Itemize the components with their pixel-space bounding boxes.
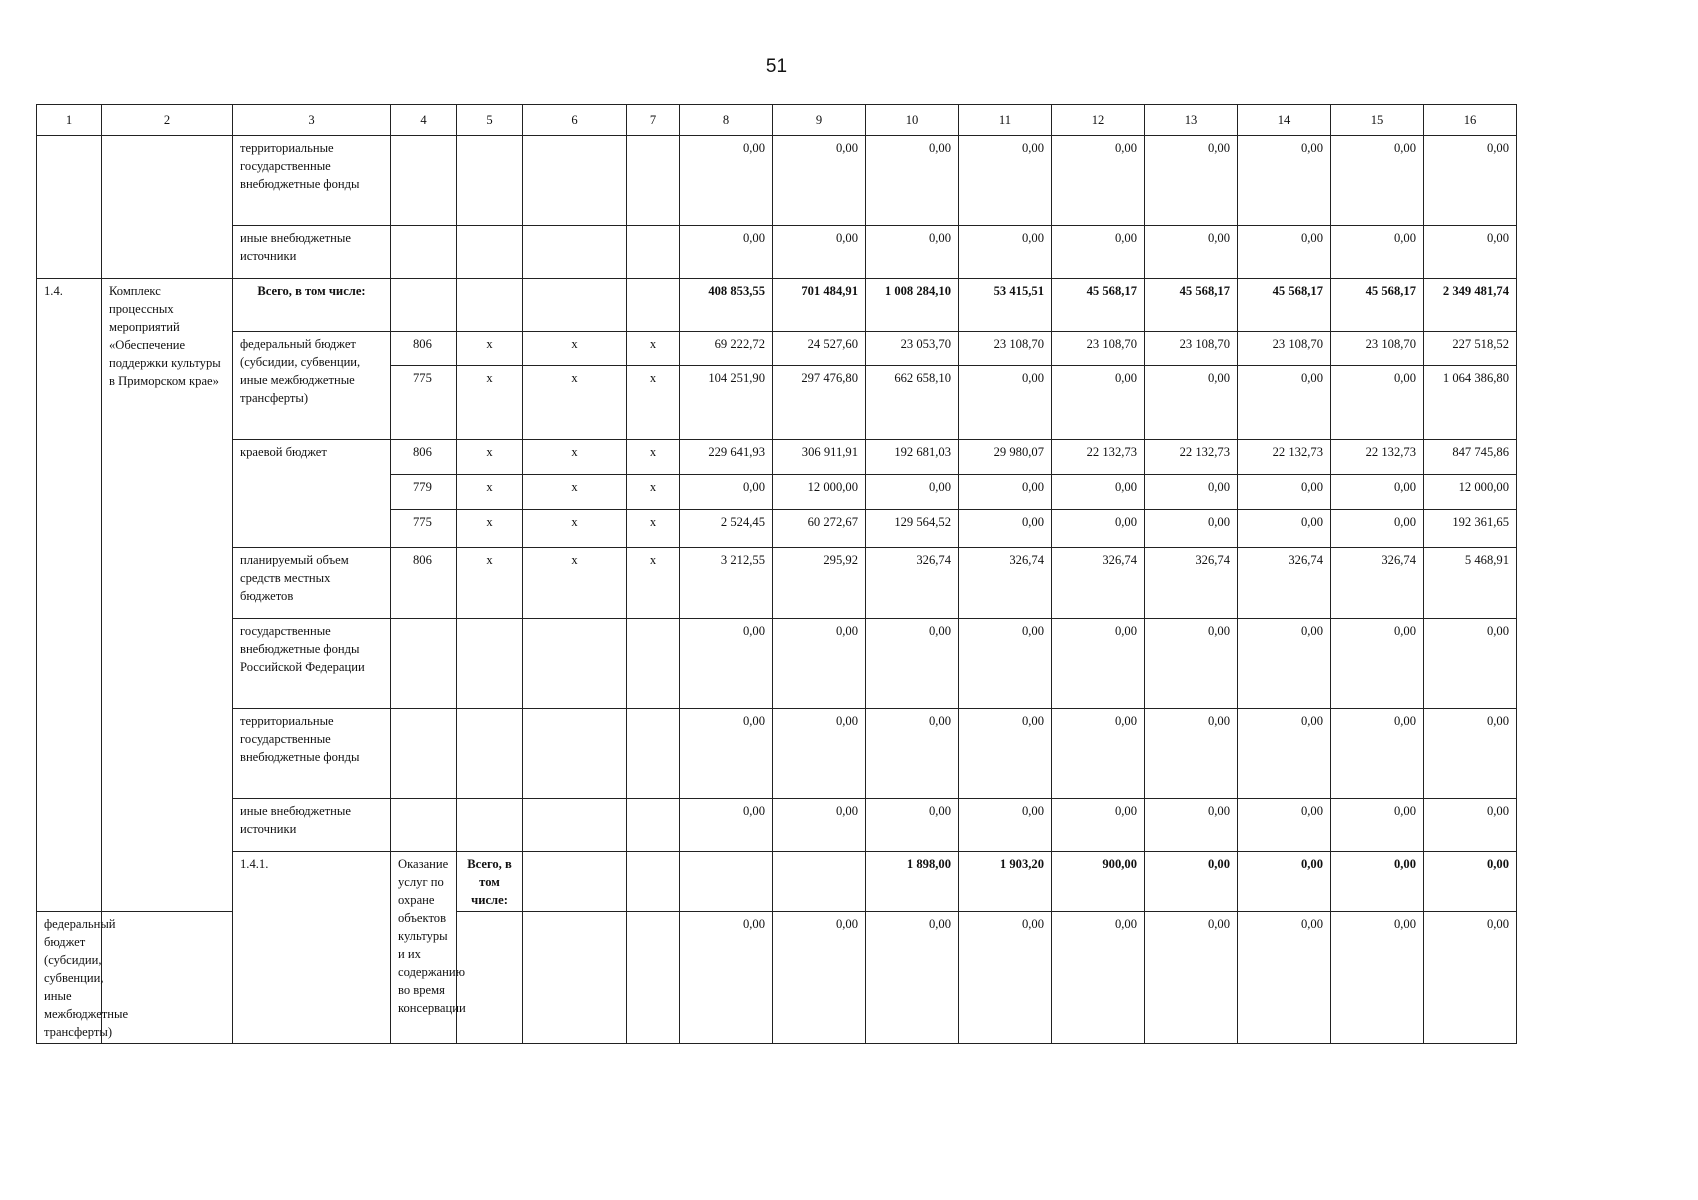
amount-cell: 12 000,00	[773, 475, 866, 510]
amount-cell: 22 132,73	[1145, 440, 1238, 475]
amount-cell: 0,00	[866, 912, 959, 1044]
empty-cell	[457, 709, 523, 799]
amount-cell: 0,00	[866, 226, 959, 279]
amount-cell: 0,00	[1052, 709, 1145, 799]
amount-cell: 0,00	[1238, 475, 1331, 510]
amount-cell: 0,00	[1145, 226, 1238, 279]
amount-cell: 0,00	[1331, 510, 1424, 548]
code-cell: х	[523, 475, 627, 510]
amount-cell: 0,00	[959, 366, 1052, 440]
code-cell: 806	[391, 548, 457, 619]
amount-cell: 0,00	[773, 912, 866, 1044]
column-header: 3	[233, 105, 391, 136]
amount-cell: 0,00	[1424, 226, 1517, 279]
amount-cell: 0,00	[1052, 475, 1145, 510]
code-cell: 775	[391, 366, 457, 440]
empty-cell	[391, 619, 457, 709]
empty-cell	[37, 136, 102, 279]
empty-cell	[457, 799, 523, 852]
amount-cell: 0,00	[866, 709, 959, 799]
total-label: Всего, в том числе:	[457, 852, 523, 912]
amount-cell: 0,00	[959, 799, 1052, 852]
amount-cell: 2 349 481,74	[1424, 279, 1517, 332]
amount-cell: 1 903,20	[959, 852, 1052, 912]
amount-cell: 0,00	[680, 226, 773, 279]
empty-cell	[457, 136, 523, 226]
table-row	[37, 440, 1517, 475]
amount-cell: 45 568,17	[1331, 279, 1424, 332]
amount-cell: 0,00	[1052, 912, 1145, 1044]
empty-cell	[523, 852, 627, 912]
amount-cell: 326,74	[959, 548, 1052, 619]
empty-cell	[391, 799, 457, 852]
amount-cell: 1 898,00	[866, 852, 959, 912]
amount-cell: 5 468,91	[1424, 548, 1517, 619]
empty-cell	[523, 912, 627, 1044]
table-row	[37, 799, 1517, 852]
source-label: федеральный бюджет (субсидии, субвенции, иные межбюджетные трансферты)	[37, 912, 102, 1044]
column-header: 6	[523, 105, 627, 136]
code-cell: х	[523, 366, 627, 440]
amount-cell: 0,00	[1145, 912, 1238, 1044]
source-label: территориальные государственные внебюджетные фонды	[233, 136, 391, 226]
table-row	[37, 548, 1517, 619]
amount-cell: 0,00	[1238, 852, 1331, 912]
amount-cell: 23 108,70	[1052, 332, 1145, 366]
empty-cell	[627, 852, 680, 912]
amount-cell: 408 853,55	[680, 279, 773, 332]
code-cell: х	[523, 510, 627, 548]
code-cell: х	[627, 440, 680, 475]
amount-cell: 0,00	[866, 475, 959, 510]
amount-cell: 0,00	[959, 619, 1052, 709]
amount-cell: 0,00	[1238, 709, 1331, 799]
amount-cell: 0,00	[1331, 852, 1424, 912]
column-header: 10	[866, 105, 959, 136]
amount-cell: 0,00	[773, 619, 866, 709]
amount-cell: 0,00	[680, 619, 773, 709]
amount-cell: 0,00	[1331, 475, 1424, 510]
amount-cell: 53 415,51	[959, 279, 1052, 332]
amount-cell: 0,00	[1052, 619, 1145, 709]
code-cell: х	[523, 440, 627, 475]
amount-cell: 0,00	[1331, 912, 1424, 1044]
group-total-row	[37, 279, 1517, 332]
column-header: 14	[1238, 105, 1331, 136]
empty-cell	[457, 226, 523, 279]
amount-cell: 1 008 284,10	[866, 279, 959, 332]
empty-cell	[627, 226, 680, 279]
amount-cell: 0,00	[959, 226, 1052, 279]
measure-name: Оказание услуг по охране объектов культуры и их содержанию во время консервации	[391, 852, 457, 1044]
column-header: 4	[391, 105, 457, 136]
column-header: 8	[680, 105, 773, 136]
empty-cell	[391, 279, 457, 332]
total-label: Всего, в том числе:	[233, 279, 391, 332]
amount-cell: 326,74	[866, 548, 959, 619]
source-label: территориальные государственные внебюджетные фонды	[233, 709, 391, 799]
code-cell: х	[457, 510, 523, 548]
amount-cell: 0,00	[1424, 912, 1517, 1044]
amount-cell: 45 568,17	[1145, 279, 1238, 332]
group-total-row	[37, 852, 1517, 912]
amount-cell: 0,00	[1052, 510, 1145, 548]
amount-cell: 0,00	[1145, 799, 1238, 852]
code-cell: х	[457, 475, 523, 510]
empty-cell	[523, 799, 627, 852]
source-label: иные внебюджетные источники	[233, 799, 391, 852]
budget-table	[36, 104, 1517, 1044]
amount-cell: 0,00	[1424, 852, 1517, 912]
amount-cell: 0,00	[1238, 799, 1331, 852]
empty-cell	[457, 912, 523, 1044]
empty-cell	[523, 279, 627, 332]
empty-cell	[391, 136, 457, 226]
column-header: 11	[959, 105, 1052, 136]
source-label: иные внебюджетные источники	[233, 226, 391, 279]
header-row	[37, 105, 1517, 136]
amount-cell: 0,00	[1145, 709, 1238, 799]
amount-cell: 23 108,70	[1331, 332, 1424, 366]
amount-cell: 295,92	[773, 548, 866, 619]
amount-cell: 0,00	[1238, 510, 1331, 548]
amount-cell: 0,00	[1052, 136, 1145, 226]
amount-cell: 326,74	[1145, 548, 1238, 619]
amount-cell: 192 681,03	[866, 440, 959, 475]
empty-cell	[457, 619, 523, 709]
amount-cell: 69 222,72	[680, 332, 773, 366]
empty-cell	[457, 279, 523, 332]
amount-cell: 297 476,80	[773, 366, 866, 440]
column-header: 7	[627, 105, 680, 136]
source-label: планируемый объем средств местных бюджетов	[233, 548, 391, 619]
code-cell: 775	[391, 510, 457, 548]
empty-cell	[102, 912, 233, 1044]
empty-cell	[523, 619, 627, 709]
amount-cell: 29 980,07	[959, 440, 1052, 475]
amount-cell: 3 212,55	[680, 548, 773, 619]
empty-cell	[627, 619, 680, 709]
amount-cell: 0,00	[1238, 136, 1331, 226]
code-cell: х	[523, 332, 627, 366]
column-header: 15	[1331, 105, 1424, 136]
empty-cell	[773, 852, 866, 912]
amount-cell: 1 064 386,80	[1424, 366, 1517, 440]
code-cell: х	[627, 475, 680, 510]
amount-cell: 0,00	[959, 475, 1052, 510]
empty-cell	[627, 912, 680, 1044]
amount-cell: 23 108,70	[1238, 332, 1331, 366]
amount-cell: 0,00	[1145, 475, 1238, 510]
amount-cell: 0,00	[959, 136, 1052, 226]
amount-cell: 23 053,70	[866, 332, 959, 366]
amount-cell: 0,00	[1331, 709, 1424, 799]
amount-cell: 0,00	[1052, 799, 1145, 852]
amount-cell: 662 658,10	[866, 366, 959, 440]
amount-cell: 0,00	[773, 226, 866, 279]
amount-cell: 22 132,73	[1238, 440, 1331, 475]
amount-cell: 0,00	[1238, 226, 1331, 279]
amount-cell: 0,00	[680, 475, 773, 510]
empty-cell	[523, 709, 627, 799]
column-header: 2	[102, 105, 233, 136]
amount-cell: 45 568,17	[1238, 279, 1331, 332]
table-row	[37, 226, 1517, 279]
amount-cell: 0,00	[680, 136, 773, 226]
empty-cell	[680, 852, 773, 912]
amount-cell: 0,00	[773, 799, 866, 852]
amount-cell: 0,00	[680, 709, 773, 799]
column-header: 5	[457, 105, 523, 136]
amount-cell: 306 911,91	[773, 440, 866, 475]
amount-cell: 701 484,91	[773, 279, 866, 332]
amount-cell: 12 000,00	[1424, 475, 1517, 510]
table-row	[37, 136, 1517, 226]
row-number: 1.4.	[37, 279, 102, 912]
amount-cell: 22 132,73	[1331, 440, 1424, 475]
code-cell: х	[627, 548, 680, 619]
amount-cell: 0,00	[1424, 799, 1517, 852]
amount-cell: 104 251,90	[680, 366, 773, 440]
source-label: государственные внебюджетные фонды Российской Федерации	[233, 619, 391, 709]
amount-cell: 0,00	[1424, 136, 1517, 226]
amount-cell: 0,00	[1331, 226, 1424, 279]
amount-cell: 0,00	[1238, 366, 1331, 440]
source-label: краевой бюджет	[233, 440, 391, 548]
amount-cell: 326,74	[1052, 548, 1145, 619]
code-cell: 806	[391, 332, 457, 366]
column-header: 16	[1424, 105, 1517, 136]
amount-cell: 847 745,86	[1424, 440, 1517, 475]
amount-cell: 0,00	[1145, 366, 1238, 440]
code-cell: х	[457, 366, 523, 440]
amount-cell: 22 132,73	[1052, 440, 1145, 475]
amount-cell: 0,00	[1238, 912, 1331, 1044]
amount-cell: 23 108,70	[959, 332, 1052, 366]
table-row	[37, 709, 1517, 799]
amount-cell: 0,00	[959, 510, 1052, 548]
column-header: 13	[1145, 105, 1238, 136]
column-header: 9	[773, 105, 866, 136]
code-cell: х	[457, 440, 523, 475]
empty-cell	[102, 136, 233, 279]
amount-cell: 0,00	[680, 912, 773, 1044]
source-label: федеральный бюджет (субсидии, субвенции, иные межбюджетные трансферты)	[233, 332, 391, 440]
amount-cell: 192 361,65	[1424, 510, 1517, 548]
empty-cell	[391, 226, 457, 279]
code-cell: 806	[391, 440, 457, 475]
amount-cell: 129 564,52	[866, 510, 959, 548]
amount-cell: 0,00	[1052, 366, 1145, 440]
row-number: 1.4.1.	[233, 852, 391, 1044]
measure-name: Комплекс процессных мероприятий «Обеспечение поддержки культуры в Приморском крае»	[102, 279, 233, 912]
code-cell: х	[523, 548, 627, 619]
amount-cell: 0,00	[680, 799, 773, 852]
column-header: 12	[1052, 105, 1145, 136]
amount-cell: 0,00	[1052, 226, 1145, 279]
amount-cell: 0,00	[773, 709, 866, 799]
amount-cell: 0,00	[959, 709, 1052, 799]
code-cell: х	[457, 332, 523, 366]
code-cell: 779	[391, 475, 457, 510]
amount-cell: 2 524,45	[680, 510, 773, 548]
empty-cell	[627, 709, 680, 799]
amount-cell: 0,00	[1145, 510, 1238, 548]
empty-cell	[523, 136, 627, 226]
amount-cell: 24 527,60	[773, 332, 866, 366]
amount-cell: 0,00	[1424, 619, 1517, 709]
empty-cell	[523, 226, 627, 279]
empty-cell	[627, 136, 680, 226]
code-cell: х	[627, 332, 680, 366]
page-number: 51	[765, 56, 788, 77]
amount-cell: 0,00	[1331, 136, 1424, 226]
amount-cell: 0,00	[773, 136, 866, 226]
amount-cell: 0,00	[866, 136, 959, 226]
table-row	[37, 332, 1517, 366]
code-cell: х	[457, 548, 523, 619]
amount-cell: 45 568,17	[1052, 279, 1145, 332]
amount-cell: 0,00	[1238, 619, 1331, 709]
amount-cell: 0,00	[866, 619, 959, 709]
amount-cell: 60 272,67	[773, 510, 866, 548]
amount-cell: 229 641,93	[680, 440, 773, 475]
amount-cell: 900,00	[1052, 852, 1145, 912]
amount-cell: 23 108,70	[1145, 332, 1238, 366]
amount-cell: 0,00	[959, 912, 1052, 1044]
table-row	[37, 619, 1517, 709]
amount-cell: 0,00	[1145, 136, 1238, 226]
amount-cell: 0,00	[1145, 619, 1238, 709]
amount-cell: 0,00	[1145, 852, 1238, 912]
amount-cell: 0,00	[1331, 799, 1424, 852]
amount-cell: 0,00	[1331, 366, 1424, 440]
code-cell: х	[627, 366, 680, 440]
amount-cell: 326,74	[1331, 548, 1424, 619]
amount-cell: 326,74	[1238, 548, 1331, 619]
amount-cell: 227 518,52	[1424, 332, 1517, 366]
amount-cell: 0,00	[1331, 619, 1424, 709]
empty-cell	[627, 279, 680, 332]
amount-cell: 0,00	[1424, 709, 1517, 799]
column-header: 1	[37, 105, 102, 136]
empty-cell	[627, 799, 680, 852]
code-cell: х	[627, 510, 680, 548]
amount-cell: 0,00	[866, 799, 959, 852]
empty-cell	[391, 709, 457, 799]
